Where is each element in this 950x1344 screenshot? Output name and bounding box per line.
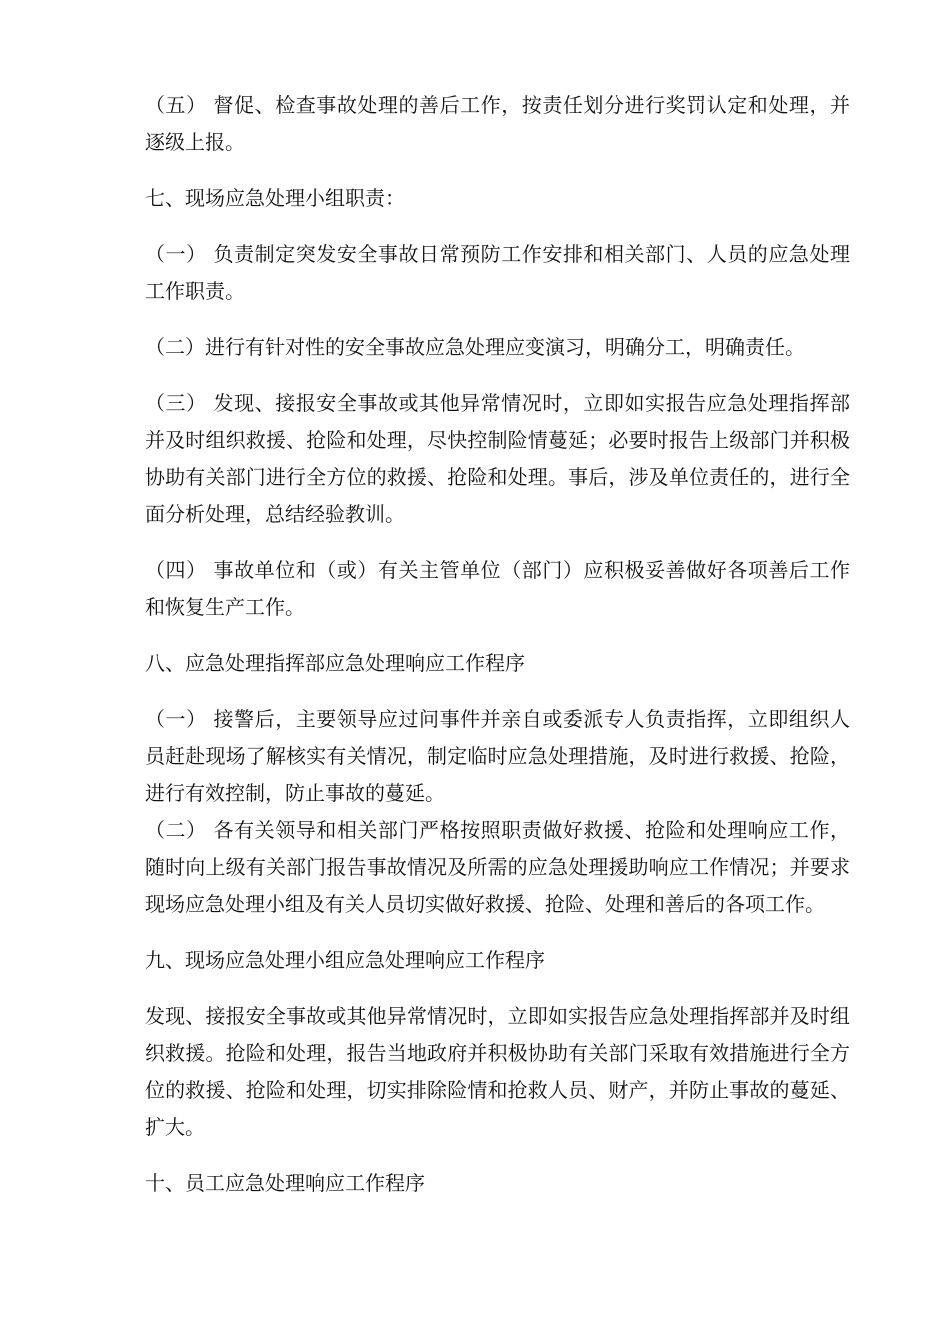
paragraph-duty-3: （三） 发现、接报安全事故或其他异常情况时，立即如实报告应急处理指挥部并及时组织救援、抢险和处理，尽快控制险情蔓延；必要时报告上级部门并积极协助有关部门进行全方位的救援、抢险和处理。事后，涉及单位责任的，进行全面分析处理，总结经验教训。: [145, 391, 850, 526]
paragraph-procedure-1: （一） 接警后，主要领导应过问事件并亲自或委派专人负责指挥，立即组织人员赶赴现场了解核实有关情况，制定临时应急处理措施，及时进行救援、抢险，进行有效控制，防止事故的蔓延。: [145, 707, 850, 805]
section-heading-10: 十、员工应急处理响应工作程序: [145, 1171, 425, 1195]
paragraph-aftermath-supervision: （五） 督促、检查事故处理的善后工作，按责任划分进行奖罚认定和处理，并逐级上报。: [145, 93, 850, 154]
paragraph-procedure-2: （二） 各有关领导和相关部门严格按照职责做好救援、抢险和处理响应工作，随时向上级有关部门报告事故情况及所需的应急处理援助响应工作情况；并要求现场应急处理小组及有关人员切实做好救援、抢险、处理和善后的各项工作。: [145, 818, 850, 916]
paragraph-duty-4: （四） 事故单位和（或）有关主管单位（部门）应积极妥善做好各项善后工作和恢复生产工作。: [145, 558, 850, 619]
paragraph-onsite-procedure: 发现、接报安全事故或其他异常情况时，立即如实报告应急处理指挥部并及时组织救援。抢险和处理，报告当地政府并积极协助有关部门采取有效措施进行全方位的救援、抢险和处理，切实排除险情和抢救人员、财产，并防止事故的蔓延、扩大。: [145, 1004, 850, 1139]
section-heading-7: 七、现场应急处理小组职责：: [145, 186, 405, 210]
paragraph-duty-2: （二）进行有针对性的安全事故应急处理应变演习，明确分工，明确责任。: [145, 335, 805, 359]
section-heading-8: 八、应急处理指挥部应急处理响应工作程序: [145, 651, 525, 675]
document-body: [145, 87, 850, 1221]
paragraph-duty-1: （一） 负责制定突发安全事故日常预防工作安排和相关部门、人员的应急处理工作职责。: [145, 242, 850, 303]
section-heading-9: 九、现场应急处理小组应急处理响应工作程序: [145, 948, 545, 972]
